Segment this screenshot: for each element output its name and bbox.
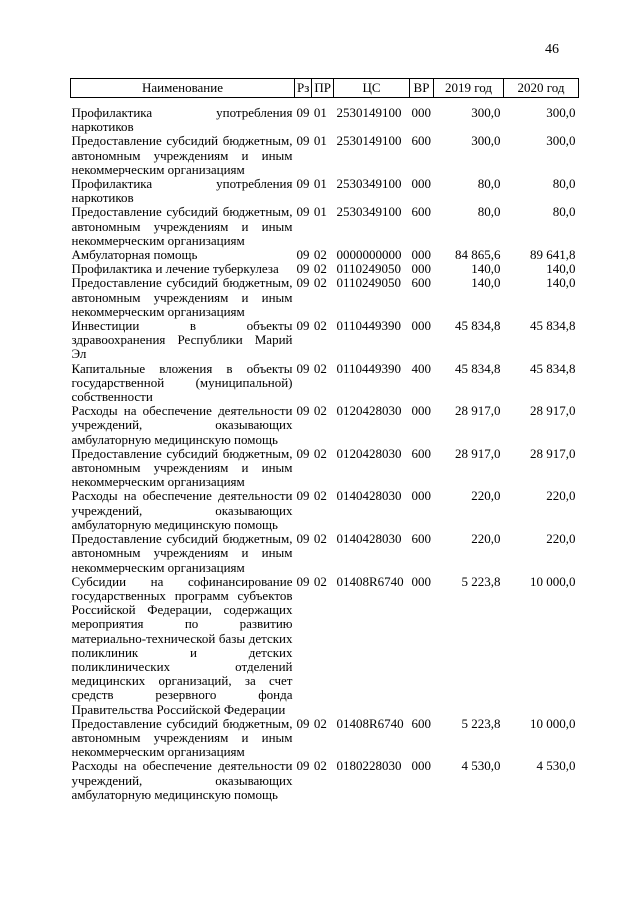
cell-rz: 09 [296,758,310,774]
table-row [71,717,579,760]
table-row [71,248,579,262]
table-row [71,98,579,135]
header-rz: Рз [295,79,312,98]
cell-vr: 600 [411,715,431,731]
cell-name: Предоставление субсидий бюджетным, автономным учреждениям и иным некоммерческим организациям [71,133,293,177]
cell-vr: 600 [411,445,431,461]
cell-rz: 09 [296,204,310,220]
cell-2019: 45 834,8 [455,318,501,334]
cell-2019: 300,0 [471,133,501,149]
cell-2019: 28 917,0 [455,445,501,461]
cell-name: Расходы на обеспечение деятельности учреждений, оказывающих амбулаторную медицинскую помощь [71,758,293,802]
cell-pr: 02 [313,531,327,547]
cell-2020: 89 641,8 [530,247,576,263]
cell-cs: 0120428030 [336,403,402,419]
cell-2020: 80,0 [552,204,576,220]
cell-pr: 02 [313,247,327,263]
cell-vr: 400 [411,360,431,376]
cell-cs: 0000000000 [336,247,402,263]
cell-name: Капитальные вложения в объекты государственной (муниципальной) собственности [71,360,293,405]
cell-vr: 000 [411,573,431,589]
cell-2020: 28 917,0 [530,445,576,461]
table-row [71,404,579,447]
cell-rz: 09 [296,360,310,376]
cell-vr: 000 [411,247,431,263]
cell-2020: 220,0 [546,531,576,547]
table-row [71,134,579,177]
cell-cs: 2530149100 [336,105,402,120]
cell-rz: 09 [296,531,310,547]
cell-name: Профилактика употребления наркотиков [71,105,293,135]
cell-2019: 5 223,8 [461,715,501,731]
cell-pr: 01 [313,176,327,192]
table-row [71,362,579,405]
cell-2019: 140,0 [471,275,501,291]
cell-name: Расходы на обеспечение деятельности учреждений, оказывающих амбулаторную медицинскую помощь [71,488,293,532]
table-row [71,575,579,717]
cell-2019: 84 865,6 [455,247,501,263]
cell-2020: 45 834,8 [530,318,576,334]
table-row [71,532,579,575]
cell-vr: 600 [411,133,431,149]
cell-vr: 000 [411,488,431,504]
table-body [71,98,579,802]
cell-vr: 600 [411,275,431,291]
cell-pr: 02 [313,573,327,589]
cell-cs: 0110249050 [336,275,402,291]
cell-2020: 28 917,0 [530,403,576,419]
table-row [71,262,579,276]
cell-2019: 45 834,8 [455,360,501,376]
cell-cs: 0180228030 [336,758,402,774]
cell-2019: 140,0 [471,261,501,277]
cell-2020: 300,0 [546,105,576,120]
cell-2019: 80,0 [477,176,501,192]
cell-vr: 000 [411,261,431,277]
cell-2020: 10 000,0 [530,573,576,589]
cell-pr: 01 [313,204,327,220]
cell-2019: 4 530,0 [461,758,501,774]
header-pr: ПР [312,79,334,98]
cell-pr: 01 [313,105,327,120]
table-row [71,319,579,362]
cell-rz: 09 [296,261,310,277]
cell-2020: 80,0 [552,176,576,192]
cell-2020: 220,0 [546,488,576,504]
cell-rz: 09 [296,445,310,461]
cell-pr: 02 [313,403,327,419]
cell-2020: 140,0 [546,261,576,277]
cell-cs: 0140428030 [336,531,402,547]
header-name: Наименование [71,79,295,98]
cell-cs: 0120428030 [336,445,402,461]
cell-name: Предоставление субсидий бюджетным, автономным учреждениям и иным некоммерческим организациям [71,275,293,319]
cell-pr: 02 [313,445,327,461]
cell-rz: 09 [296,275,310,291]
cell-rz: 09 [296,176,310,192]
cell-pr: 02 [313,360,327,376]
cell-pr: 02 [313,758,327,774]
cell-rz: 09 [296,318,310,334]
budget-table [70,78,579,802]
table-row [71,759,579,802]
cell-2019: 5 223,8 [461,573,501,589]
cell-2019: 28 917,0 [455,403,501,419]
cell-vr: 000 [411,403,431,419]
cell-name: Инвестиции в объекты здравоохранения Республики Марий Эл [71,318,293,362]
cell-name: Предоставление субсидий бюджетным, автономным учреждениям и иным некоммерческим организациям [71,445,293,490]
cell-2020: 300,0 [546,133,576,149]
header-2020: 2020 год [504,79,579,98]
cell-name: Расходы на обеспечение деятельности учреждений, оказывающих амбулаторную медицинскую помощь [71,403,293,447]
cell-cs: 0140428030 [336,488,402,504]
cell-cs: 0110449390 [336,318,402,334]
cell-vr: 000 [411,176,431,192]
cell-vr: 600 [411,204,431,220]
header-vr: ВР [410,79,434,98]
cell-name: Предоставление субсидий бюджетным, автономным учреждениям и иным некоммерческим организациям [71,204,293,248]
cell-pr: 02 [313,261,327,277]
cell-rz: 09 [296,573,310,589]
cell-cs: 0110449390 [336,360,402,376]
cell-rz: 09 [296,133,310,149]
table-row [71,489,579,532]
cell-vr: 000 [411,105,431,120]
cell-name: Предоставление субсидий бюджетным, автономным учреждениям и иным некоммерческим организациям [71,531,293,575]
table-row [71,205,579,248]
cell-name: Профилактика и лечение туберкулеза [71,261,279,277]
cell-2020: 4 530,0 [536,758,576,774]
cell-pr: 02 [313,715,327,731]
cell-rz: 09 [296,488,310,504]
cell-pr: 02 [313,275,327,291]
cell-2019: 220,0 [471,531,501,547]
cell-2020: 10 000,0 [530,715,576,731]
cell-pr: 02 [313,318,327,334]
table-header-row [71,79,579,98]
cell-2019: 300,0 [471,105,501,120]
cell-pr: 01 [313,133,327,149]
cell-cs: 2530149100 [336,133,402,149]
cell-name: Профилактика употребления наркотиков [71,176,293,206]
cell-2019: 80,0 [477,204,501,220]
table-row [71,276,579,319]
cell-rz: 09 [296,403,310,419]
cell-cs: 2530349100 [336,176,402,192]
cell-vr: 000 [411,758,431,774]
cell-rz: 09 [296,105,310,120]
cell-name: Предоставление субсидий бюджетным, автономным учреждениям и иным некоммерческим организациям [71,715,293,760]
cell-rz: 09 [296,247,310,263]
cell-name: Субсидии на софинансирование государственных программ субъектов Российской Федерации, содержащих мероприятия по развитию материально-технической базы детских поликлиник и детских поликлинических отделений медицинских организаций, за счет средств резервного фонда Правительства Российской Федерации [71,573,293,717]
header-cs: ЦС [334,79,410,98]
page-number: 46 [545,42,559,57]
cell-cs: 01408R6740 [336,715,404,731]
cell-name: Амбулаторная помощь [71,247,198,263]
cell-cs: 0110249050 [336,261,402,277]
cell-cs: 01408R6740 [336,573,404,589]
cell-pr: 02 [313,488,327,504]
table-row [71,177,579,205]
cell-2020: 45 834,8 [530,360,576,376]
cell-2019: 220,0 [471,488,501,504]
table-row [71,447,579,490]
cell-rz: 09 [296,715,310,731]
cell-vr: 000 [411,318,431,334]
header-2019: 2019 год [434,79,504,98]
cell-vr: 600 [411,531,431,547]
cell-2020: 140,0 [546,275,576,291]
cell-cs: 2530349100 [336,204,402,220]
